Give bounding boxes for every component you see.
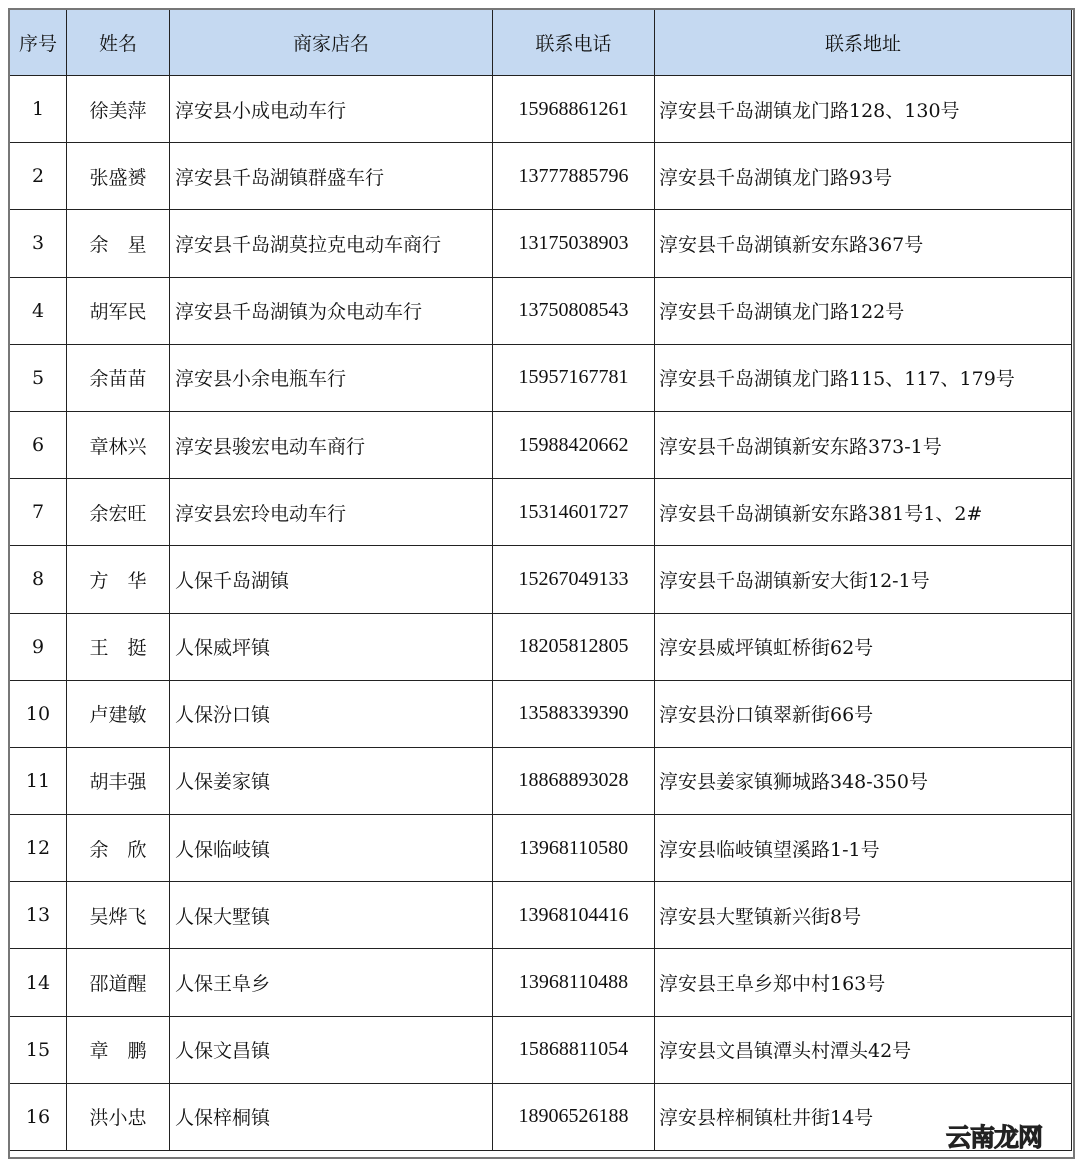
cell-name: 方 华 <box>67 546 170 613</box>
cell-phone: 15314601727 <box>493 479 655 546</box>
cell-address: 淳安县大墅镇新兴街8号 <box>655 882 1072 949</box>
cell-index: 16 <box>10 1083 67 1150</box>
cell-address: 淳安县千岛湖镇新安东路367号 <box>655 210 1072 277</box>
cell-address: 淳安县汾口镇翠新街66号 <box>655 680 1072 747</box>
cell-address: 淳安县姜家镇狮城路348-350号 <box>655 747 1072 814</box>
table-row <box>10 277 1072 344</box>
header-shop: 商家店名 <box>170 10 493 76</box>
cell-phone: 13968104416 <box>493 882 655 949</box>
cell-shop: 淳安县小成电动车行 <box>170 76 493 143</box>
table-row <box>10 344 1072 411</box>
cell-name: 胡丰强 <box>67 747 170 814</box>
watermark-part1: 云南 <box>946 1123 995 1152</box>
cell-index: 13 <box>10 882 67 949</box>
cell-phone: 18906526188 <box>493 1083 655 1150</box>
table-row <box>10 546 1072 613</box>
table-row <box>10 76 1072 143</box>
header-name: 姓名 <box>67 10 170 76</box>
cell-shop: 人保威坪镇 <box>170 613 493 680</box>
cell-index: 12 <box>10 815 67 882</box>
table-row <box>10 815 1072 882</box>
cell-name: 张盛赟 <box>67 143 170 210</box>
cell-index: 9 <box>10 613 67 680</box>
table-row <box>10 411 1072 478</box>
cell-address: 淳安县临岐镇望溪路1-1号 <box>655 815 1072 882</box>
cell-address: 淳安县千岛湖镇新安大街12-1号 <box>655 546 1072 613</box>
cell-address: 淳安县千岛湖镇龙门路122号 <box>655 277 1072 344</box>
cell-phone: 15988420662 <box>493 411 655 478</box>
cell-phone: 13588339390 <box>493 680 655 747</box>
cell-index: 1 <box>10 76 67 143</box>
cell-address: 淳安县千岛湖镇新安东路381号1、2# <box>655 479 1072 546</box>
cell-address: 淳安县千岛湖镇新安东路373-1号 <box>655 411 1072 478</box>
cell-name: 余 欣 <box>67 815 170 882</box>
cell-phone: 15968861261 <box>493 76 655 143</box>
cell-phone: 13968110488 <box>493 949 655 1016</box>
cell-name: 余苗苗 <box>67 344 170 411</box>
cell-name: 洪小忠 <box>67 1083 170 1150</box>
cell-phone: 13750808543 <box>493 277 655 344</box>
cell-shop: 人保王阜乡 <box>170 949 493 1016</box>
cell-index: 8 <box>10 546 67 613</box>
cell-address: 淳安县王阜乡郑中村163号 <box>655 949 1072 1016</box>
cell-address: 淳安县梓桐镇杜井街14号 <box>655 1083 1072 1150</box>
cell-name: 章林兴 <box>67 411 170 478</box>
cell-phone: 13175038903 <box>493 210 655 277</box>
cell-shop: 人保大墅镇 <box>170 882 493 949</box>
cell-shop: 淳安县小余电瓶车行 <box>170 344 493 411</box>
cell-shop: 淳安县宏玲电动车行 <box>170 479 493 546</box>
cell-phone: 15868811054 <box>493 1016 655 1083</box>
cell-address: 淳安县千岛湖镇龙门路93号 <box>655 143 1072 210</box>
cell-phone: 15267049133 <box>493 546 655 613</box>
table-row <box>10 1083 1072 1150</box>
cell-index: 11 <box>10 747 67 814</box>
watermark-logo <box>946 1118 1042 1154</box>
cell-shop: 淳安县骏宏电动车商行 <box>170 411 493 478</box>
cell-shop: 人保千岛湖镇 <box>170 546 493 613</box>
header-index: 序号 <box>10 10 67 76</box>
cell-shop: 人保临岐镇 <box>170 815 493 882</box>
cell-phone: 18205812805 <box>493 613 655 680</box>
cell-name: 章 鹏 <box>67 1016 170 1083</box>
table-row <box>10 680 1072 747</box>
cell-index: 10 <box>10 680 67 747</box>
cell-shop: 人保文昌镇 <box>170 1016 493 1083</box>
cell-shop: 人保梓桐镇 <box>170 1083 493 1150</box>
cell-index: 3 <box>10 210 67 277</box>
cell-name: 余 星 <box>67 210 170 277</box>
table-row <box>10 882 1072 949</box>
table-row <box>10 747 1072 814</box>
cell-index: 14 <box>10 949 67 1016</box>
cell-shop: 人保汾口镇 <box>170 680 493 747</box>
cell-name: 徐美萍 <box>67 76 170 143</box>
cell-index: 4 <box>10 277 67 344</box>
cell-phone: 13777885796 <box>493 143 655 210</box>
cell-address: 淳安县威坪镇虹桥街62号 <box>655 613 1072 680</box>
cell-shop: 淳安县千岛湖镇群盛车行 <box>170 143 493 210</box>
merchant-table <box>9 9 1072 1151</box>
cell-phone: 18868893028 <box>493 747 655 814</box>
table-row <box>10 949 1072 1016</box>
table-row <box>10 210 1072 277</box>
cell-shop: 淳安县千岛湖莫拉克电动车商行 <box>170 210 493 277</box>
cell-address: 淳安县千岛湖镇龙门路128、130号 <box>655 76 1072 143</box>
watermark-part2: 龙网 <box>994 1123 1043 1152</box>
cell-name: 余宏旺 <box>67 479 170 546</box>
cell-address: 淳安县文昌镇潭头村潭头42号 <box>655 1016 1072 1083</box>
header-row <box>10 10 1072 76</box>
cell-name: 王 挺 <box>67 613 170 680</box>
cell-shop: 人保姜家镇 <box>170 747 493 814</box>
cell-phone: 15957167781 <box>493 344 655 411</box>
cell-index: 6 <box>10 411 67 478</box>
cell-index: 15 <box>10 1016 67 1083</box>
cell-index: 5 <box>10 344 67 411</box>
cell-shop: 淳安县千岛湖镇为众电动车行 <box>170 277 493 344</box>
cell-name: 吴烨飞 <box>67 882 170 949</box>
cell-address: 淳安县千岛湖镇龙门路115、117、179号 <box>655 344 1072 411</box>
cell-name: 胡军民 <box>67 277 170 344</box>
table-row <box>10 1016 1072 1083</box>
table-row <box>10 143 1072 210</box>
table-row <box>10 479 1072 546</box>
cell-index: 7 <box>10 479 67 546</box>
header-phone: 联系电话 <box>493 10 655 76</box>
cell-index: 2 <box>10 143 67 210</box>
header-address: 联系地址 <box>655 10 1072 76</box>
cell-phone: 13968110580 <box>493 815 655 882</box>
table-row <box>10 613 1072 680</box>
cell-name: 邵道醒 <box>67 949 170 1016</box>
cell-name: 卢建敏 <box>67 680 170 747</box>
